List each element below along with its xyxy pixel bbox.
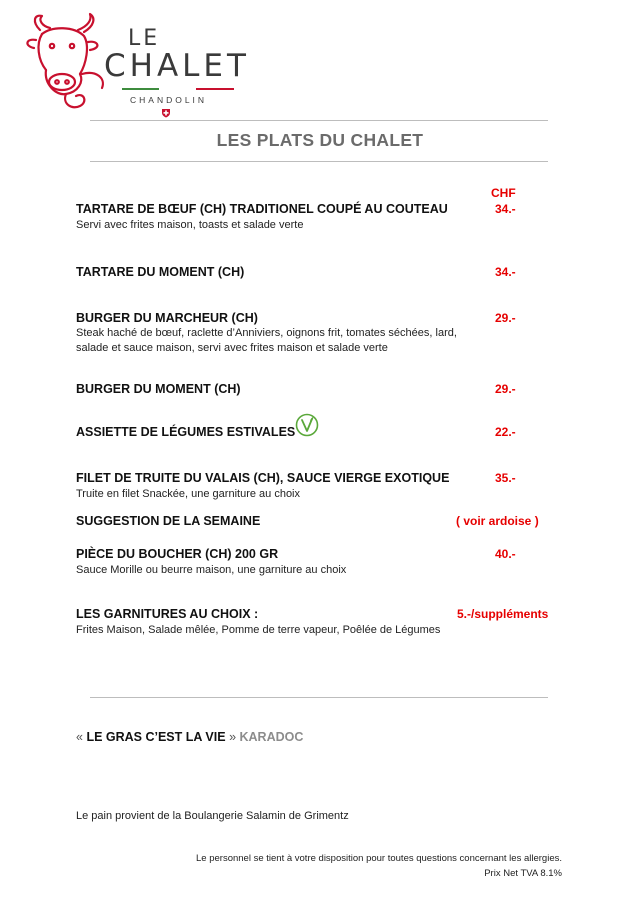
- vegetarian-icon: [295, 413, 319, 437]
- menu-item-description: Frites Maison, Salade mêlée, Pomme de terre vapeur, Poêlée de Légumes: [76, 624, 441, 636]
- allergy-note: Le personnel se tient à votre disposition pour toutes questions concernant les allergies.: [196, 853, 562, 864]
- menu-item-price: 40.-: [495, 547, 516, 561]
- quote-author: KARADOC: [239, 730, 304, 744]
- menu-item-name: BURGER DU MOMENT (CH): [76, 382, 241, 396]
- menu-item-name: FILET DE TRUITE DU VALAIS (CH), SAUCE VIERGE EXOTIQUE: [76, 471, 450, 485]
- logo-chalet-text: CHALET: [104, 48, 250, 84]
- menu-item-name: TARTARE DU MOMENT (CH): [76, 265, 245, 279]
- quote: [76, 730, 303, 744]
- menu-item-description: salade et sauce maison, servi avec frites maison et salade verte: [76, 342, 388, 354]
- page-title: LES PLATS DU CHALET: [216, 130, 424, 150]
- menu-item-name: TARTARE DE BŒUF (CH) TRADITIONEL COUPÉ AU COUTEAU: [76, 202, 448, 216]
- menu-item-price: 22.-: [495, 425, 516, 439]
- menu-item-description: Sauce Morille ou beurre maison, une garniture au choix: [76, 564, 347, 576]
- menu-item-name: ASSIETTE DE LÉGUMES ESTIVALES: [76, 425, 296, 439]
- menu-item-name: BURGER DU MARCHEUR (CH): [76, 311, 258, 325]
- bread-note: Le pain provient de la Boulangerie Salamin de Grimentz: [76, 810, 349, 822]
- menu-item-price: 29.-: [495, 382, 516, 396]
- menu-item-name: PIÈCE DU BOUCHER (CH) 200 GR: [76, 547, 279, 561]
- divider-bottom: [90, 697, 548, 698]
- divider-title: [90, 161, 548, 162]
- currency-header: CHF: [491, 186, 516, 200]
- tva-note: Prix Net TVA 8.1%: [484, 868, 562, 879]
- quote-open-mark: «: [76, 730, 83, 744]
- menu-item-price: 34.-: [495, 202, 516, 216]
- menu-item-description: Truite en filet Snackée, une garniture au choix: [76, 488, 301, 500]
- flag-stripe: [122, 88, 234, 90]
- quote-text: LE GRAS C’EST LA VIE: [86, 730, 226, 744]
- menu-item-name: LES GARNITURES AU CHOIX :: [76, 607, 259, 621]
- swiss-shield-icon: [161, 108, 171, 118]
- logo-le-text: LE: [128, 26, 161, 51]
- menu-item-price: 35.-: [495, 471, 516, 485]
- menu-item-price: 5.-/suppléments: [457, 607, 549, 621]
- menu-item-description: Steak haché de bœuf, raclette d’Anniviers, oignons frit, tomates séchées, lard,: [76, 327, 457, 339]
- menu-item-price: 34.-: [495, 265, 516, 279]
- restaurant-logo: [22, 12, 252, 122]
- divider-top: [90, 120, 548, 121]
- menu-item-name: SUGGESTION DE LA SEMAINE: [76, 514, 261, 528]
- menu-item-description: Servi avec frites maison, toasts et salade verte: [76, 219, 304, 231]
- menu-item-price: ( voir ardoise ): [456, 514, 539, 528]
- quote-close-mark: »: [229, 730, 237, 744]
- logo-subtitle: CHANDOLIN: [130, 95, 208, 105]
- menu-item-price: 29.-: [495, 311, 516, 325]
